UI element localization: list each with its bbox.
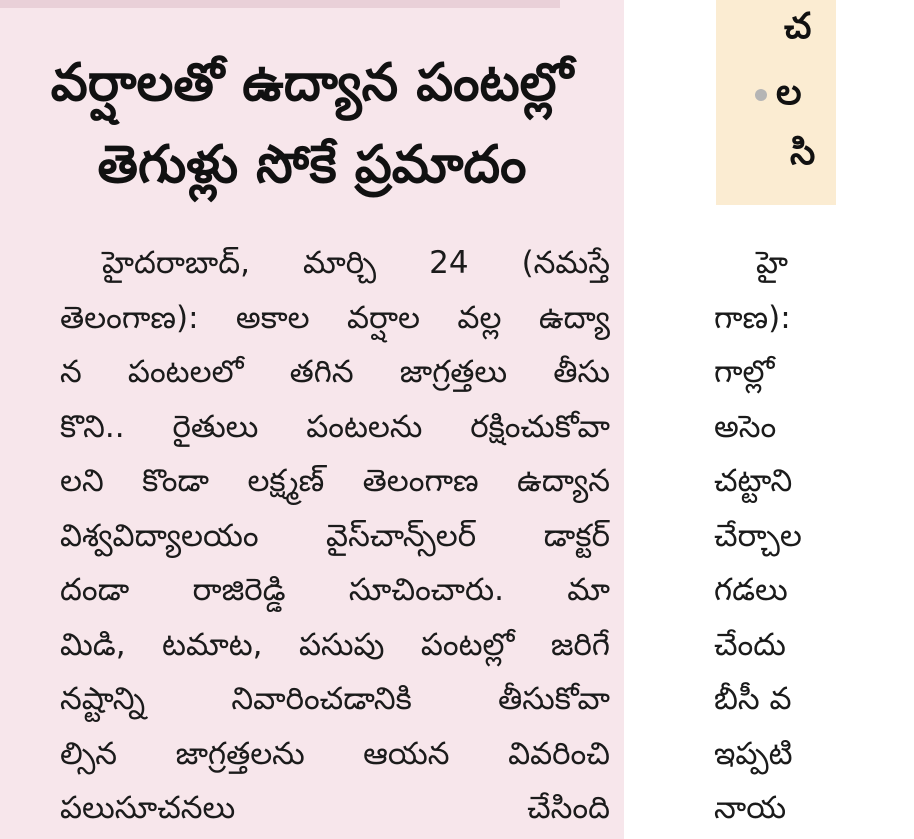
- body-line: న పంటలలో తగిన జాగ్రత్తలు తీసు: [60, 354, 610, 390]
- top-band: [0, 0, 560, 8]
- headline-line-1: వర్షాలతో ఉద్యాన పంటల్లో: [50, 53, 574, 113]
- right-body-line: గాణ):: [714, 299, 791, 336]
- right-body-line: చేర్చాల: [714, 517, 802, 554]
- body-line: నష్టాన్ని నివారించడానికి తీసుకోవా: [60, 681, 610, 717]
- article-body: [60, 236, 610, 826]
- right-body-line: చట్టాని: [714, 463, 793, 499]
- right-body-line: అసెం: [714, 408, 777, 445]
- highlight-line-3: సి: [790, 132, 816, 173]
- body-line: దండా రాజిరెడ్డి సూచించారు. మా: [60, 572, 610, 608]
- body-line-partial: పలుసూచనలు చేసింది: [60, 790, 610, 826]
- body-line: లని కొండా లక్ష్మణ్ తెలంగాణ ఉద్యాన: [60, 463, 610, 499]
- highlight-line-1: చ: [784, 6, 812, 47]
- right-body-line: హై: [756, 245, 789, 281]
- body-line: కొని.. రైతులు పంటలను రక్షించుకోవా: [60, 408, 610, 445]
- right-body-line: బీసీ వ: [714, 681, 792, 717]
- right-body-line: గాల్లో: [714, 354, 775, 390]
- headline-line-2: తెగుళ్లు సోకే ప్రమాదం: [97, 135, 527, 195]
- right-body-line-partial: నాయ: [714, 790, 787, 826]
- bullet-dot-icon: [755, 89, 767, 101]
- right-article-column: [624, 0, 816, 839]
- body-line: ల్సిన జాగ్రత్తలను ఆయన వివరించి: [60, 735, 610, 772]
- body-line: విశ్వవిద్యాలయం వైస్‌చాన్స్‌లర్ డాక్టర్: [60, 517, 610, 554]
- right-body-line: చేందు: [714, 626, 786, 663]
- right-article-body: [714, 236, 914, 826]
- body-line: మిడి, టమాట, పసుపు పంటల్లో జరిగే: [60, 626, 610, 663]
- right-body-line: ఇప్పటి: [714, 735, 793, 772]
- right-body-line: గడలు: [714, 572, 788, 608]
- body-line: తెలంగాణ): అకాల వర్షాల వల్ల ఉద్యా: [60, 299, 610, 336]
- highlight-line-2: ల: [776, 72, 802, 113]
- body-line: హైదరాబాద్, మార్చి 24 (నమస్తే: [102, 245, 610, 281]
